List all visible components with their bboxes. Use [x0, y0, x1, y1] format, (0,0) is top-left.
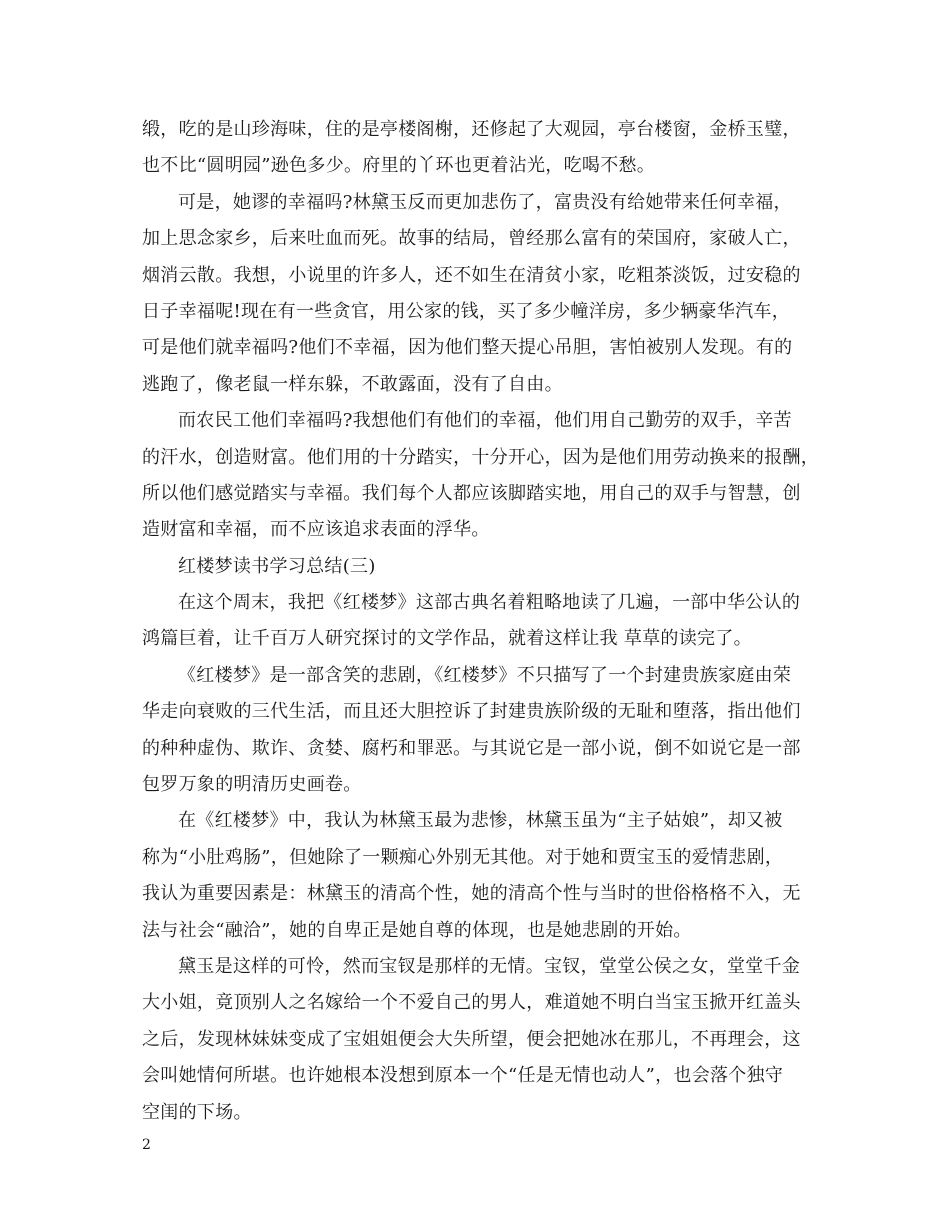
text-line: 在《红楼梦》中，我认为林黛玉最为悲惨，林黛玉虽为“主子姑娘”，却又被	[178, 810, 783, 832]
text-line: 我认为重要因素是：林黛玉的清高个性，她的清高个性与当时的世俗格格不入，无	[142, 883, 801, 905]
text-line: 可是，她谬的幸福吗?林黛玉反而更加悲伤了，富贵没有给她带来任何幸福，	[178, 191, 792, 213]
text-line: 黛玉是这样的可怜，然而宝钗是那样的无情。宝钗，堂堂公侯之女，堂堂千金	[178, 955, 801, 977]
text-line: 在这个周末，我把《红楼梦》这部古典名着粗略地读了几遍，一部中华公认的	[178, 592, 801, 614]
text-line: 的汗水，创造财富。他们用的十分踏实，十分开心，因为是他们用劳动换来的报酬，	[142, 446, 820, 468]
text-line: 而农民工他们幸福吗?我想他们有他们的幸福，他们用自己勤劳的双手，辛苦	[178, 410, 792, 432]
text-line: 包罗万象的明清历史画卷。	[142, 774, 362, 796]
text-line: 逃跑了，像老鼠一样东躲，不敢露面，没有了自由。	[142, 373, 563, 395]
text-line: 的种种虚伪、欺诈、贪婪、腐朽和罪恶。与其说它是一部小说，倒不如说它是一部	[142, 737, 801, 759]
document-body	[142, 112, 822, 1131]
text-line: 空闺的下场。	[142, 1101, 252, 1123]
text-line: 会叫她情何所堪。也许她根本没想到原本一个“任是无情也动人”，也会落个独守	[142, 1065, 784, 1087]
text-line: 大小姐，竟顶别人之名嫁给一个不爱自己的男人，难道她不明白当宝玉掀开红盖头	[142, 992, 801, 1014]
text-line: 华走向衰败的三代生活，而且还大胆控诉了封建贵族阶级的无耻和堕落，指出他们	[142, 701, 801, 723]
text-line: 造财富和幸福，而不应该追求表面的浮华。	[142, 519, 490, 541]
text-line: 所以他们感觉踏实与幸福。我们每个人都应该脚踏实地，用自己的双手与智慧，创	[142, 482, 801, 504]
text-line: 鸿篇巨着，让千百万人研究探讨的文学作品，就着这样让我 草草的读完了。	[142, 628, 752, 650]
text-line: 可是他们就幸福吗?他们不幸福，因为他们整天提心吊胆，害怕被别人发现。有的	[142, 337, 793, 359]
text-line: 之后，发现林妹妹变成了宝姐姐便会大失所望，便会把她冰在那儿，不再理会，这	[142, 1028, 801, 1050]
text-line: 《红楼梦》是一部含笑的悲剧，《红楼梦》不只描写了一个封建贵族家庭由荣	[178, 664, 792, 686]
text-line: 法与社会“融洽”，她的自卑正是她自尊的体现，也是她悲剧的开始。	[142, 919, 692, 941]
text-line: 红楼梦读书学习总结(三)	[178, 555, 376, 577]
text-line: 烟消云散。我想，小说里的许多人，还不如生在清贫小家，吃粗茶淡饭，过安稳的	[142, 264, 801, 286]
text-line: 称为“小肚鸡肠”，但她除了一颗痴心外别无其他。对于她和贾宝玉的爱情悲剧，	[142, 846, 784, 868]
text-line: 日子幸福呢!现在有一些贪官，用公家的钱，买了多少幢洋房，多少辆豪华汽车，	[142, 300, 791, 322]
text-line: 加上思念家乡，后来吐血而死。故事的结局，曾经那么富有的荣国府，家破人亡，	[142, 228, 801, 250]
text-line: 也不比“圆明园”逊色多少。府里的丫环也更着沾光，吃喝不愁。	[142, 155, 656, 177]
text-line: 缎，吃的是山珍海味，住的是亭楼阁榭，还修起了大观园，亭台楼窗，金桥玉璧，	[142, 119, 801, 140]
page-number: 2	[142, 1137, 151, 1153]
